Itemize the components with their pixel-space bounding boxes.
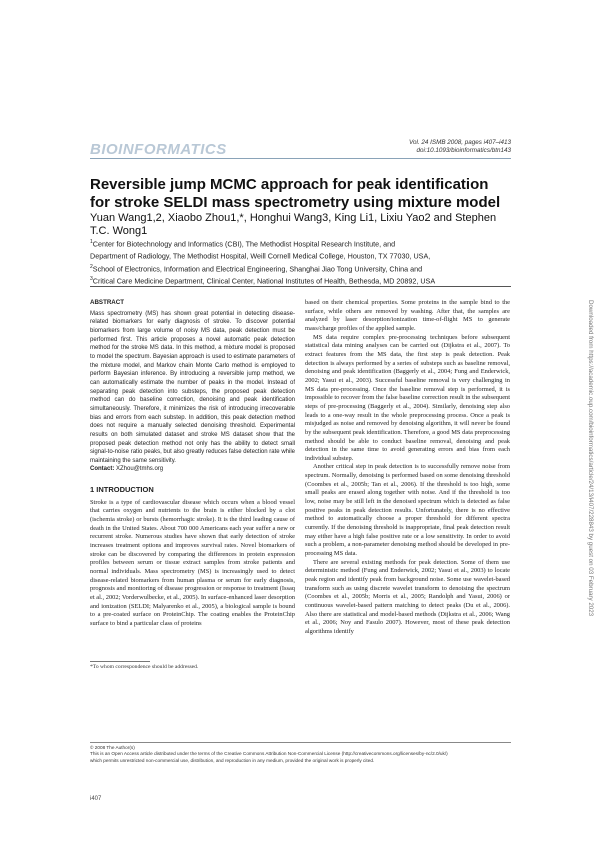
affiliations [90,237,510,287]
volume-line: Vol. 24 ISMB 2008, pages i407–i413 [409,139,511,146]
abstract-body: Mass spectrometry (MS) has shown great potential in detecting disease-related biomarkers for early diagnosis of stroke. To discover potential biomarkers from large volume of noisy MS data, peak detection must be performed first. This article proposes a novel automatic peak detection method for the stroke MS data. In this method, a mixture model is proposed to model the spectrum. Bayesian approach is used to estimate parameters of the mixture model, and Markov chain Monte Carlo method is employed to perform Bayesian inference. By introducing a reversible jump method, we can automatically estimate the number of peaks in the model. Instead of separating peak detection into substeps, the proposed peak detection method can do baseline correction, denoising and peak identification simultaneously. Therefore, it minimizes the risk of introducing irrecoverable bias and errors from each substep. In addition, this peak detection method does not require a manually selected denoising threshold. Experimental results on both simulated dataset and stroke MS dataset show that the proposed peak detection method not only has the ability to detect small signal-to-noise ratio peaks, but also greatly reduces false detection rate while maintaining the same sensitivity. [90,310,295,464]
affiliation-1: $^1$Center for Biotechnology and Informatics (CBI), The Methodist Hospital Research Institute, and [90,239,396,249]
contact-label: Contact: [90,466,115,473]
body-paragraph-2: MS data require complex pre-processing techniques before subsequent statistical data mining analyses can be carried out (Dijkstra et al., 2007). To extract features from the MS data, the first step is peak detection. Peak detection is always performed by a series of substeps such as baseline removal, denoising and peak identification (Baggerly et al., 2004; Fung and Enderwick, 2002; Yasui et al., 2003). Successful baseline removal is very challenging in MS data pre-processing. Once the baseline removal step is performed, it is impossible to recover from the false baseline correction result in the subsequent steps of pre-processing (Baggerly et al., 2004). Similarly, denoising step also leads to a one-way result in the whole preprocessing process. Once a peak is misjudged as noise and removed by denoising algorithm, it will never be found by the subsequent peak identification. Therefore, a good MS data preprocessing method should be able to conduct baseline removal, denoising and peak detection in the same time to avoid generating errors and bias from each individual substep. [305,333,510,462]
citation-meta [409,139,511,155]
footnote: *To whom correspondence should be addressed. [90,664,199,670]
download-watermark: Downloaded from https://academic.oup.com/bioinformatics/article/24/13/i407/228843 by guest on 03 February 2023 [587,300,594,617]
section-heading-intro: 1 INTRODUCTION [90,485,154,495]
license-line: This is an Open Access article distributed under the terms of the Creative Commons Attribution Non-Commercial License (http://creativecommons.org/licenses/by-nc/2.0/uk/) [90,751,448,757]
body-paragraph-3: Another critical step in peak detection is to successfully remove noise from spectrum. Normally, denoising is performed based on some denoising threshold (Coombes et al., 2005b; Tan et al., 2006). If the threshold is too high, some small peaks are erased along together with noise. And if the threshold is too low, noise may be still left in the denoised spectrum which is detected as false positive peaks in peak detection results. Unfortunately, there is no effective method to automatically choose a proper threshold for different spectra currently. If the denoising threshold is inappropriate, final peak detection result may either have a high false positive rate or a low sensitivity. In order to avoid such a problem, a non-parameter denoising method should be developed in pre-processing MS data. [305,463,510,558]
contact-line [90,465,295,474]
right-column [305,299,510,654]
affiliation-1b: Department of Radiology, The Methodist Hospital, Weill Cornell Medical College, Houston, TX 77030, USA, [90,251,431,261]
paper-title: Reversible jump MCMC approach for peak identification for stroke SELDI mass spectrometry using mixture model [90,176,501,211]
intro-paragraph: Stroke is a type of cardiovascular disease which occurs when a blood vessel that carries oxygen and nutrients to the brain is either blocked by a clot (ischemia stroke) or bursts (hemorrhagic stroke). It is the third leading cause of death in the United States. About 700 000 Americans each year suffer a new or recurrent stroke. Numerous studies have shown that early detection of stroke increases treatment options and improves survival rates. Novel biomarkers of stroke can be discovered by comparing the differences in protein expression profiles between serum or tissue extract samples from stroke patients and normal individuals. Mass spectrometry (MS) is increasingly used to detect disease-related biomarkers from human plasma or serum for early diagnosis, prognosis and monitoring of disease progression or response to treatment (Issaq et al., 2002; Vorderwulbecke, et al., 2005). In surface-enhanced laser desorption and ionization (SELDI; Malyarenko et al., 2005), a biological sample is bound to a pre-coated surface on ProteinChip. The coating enables the ProteinChip surface to bind a particular class of proteins [90,498,295,627]
license-rule [90,742,511,743]
title-divider [90,286,511,287]
page-number: i407 [90,796,102,802]
affiliation-3: $^3$Critical Care Medicine Department, Clinical Center, National Institutes of Health, Bethesda, MD 20892, USA [90,276,436,286]
copyright-line: © 2008 The Author(s) [90,745,135,750]
header-rule [90,158,511,159]
footnote-rule [90,661,150,662]
left-column [90,299,295,651]
journal-name: BIOINFORMATICS [90,141,227,158]
affiliation-2: $^2$School of Electronics, Information and Electrical Engineering, Shanghai Jiao Tong University, China and [90,263,423,274]
body-paragraph-1: based on their chemical properties. Some proteins in the sample bind to the surface, while others are removed by washing. After that, the samples are analyzed by laser desorption/ionization time-of-flight MS to generate mass/charge profiles of the applied sample. [305,299,510,332]
license-block [90,745,511,764]
contact-email[interactable]: XZhou@tmhs.org [116,466,164,473]
abstract-heading: ABSTRACT [90,299,125,306]
doi-line[interactable]: doi:10.1093/bioinformatics/btn143 [416,147,511,154]
license-line-2: which permits unrestricted non-commercial use, distribution, and reproduction in any medium, provided the original work is properly cited. [90,757,375,763]
body-paragraph-4: There are several existing methods for peak detection. Some of them use deterministic method (Fung and Enderwick, 2002; Yasui et al., 2003) to locate peak region and identify peak from background noise. Some use wavelet-based transform such as using discrete wavelet transform to denoising the spectrum (Coombes et al., 2005b; Morris et al., 2005; Randolph and Yasui, 2006) or continuous wavelet-based pattern matching to detect peaks (Du et al., 2006). Also there are statistical and model-based methods (Dijkstra et al., 2006; Wang et al., 2006; Noy and Fasulo 2007). However, most of these peak detection algorithms identify [305,558,510,635]
author-list: Yuan Wang1,2, Xiaobo Zhou1,*, Honghui Wang3, King Li1, Lixiu Yao2 and Stephen T.C. Wong1 [90,212,497,237]
